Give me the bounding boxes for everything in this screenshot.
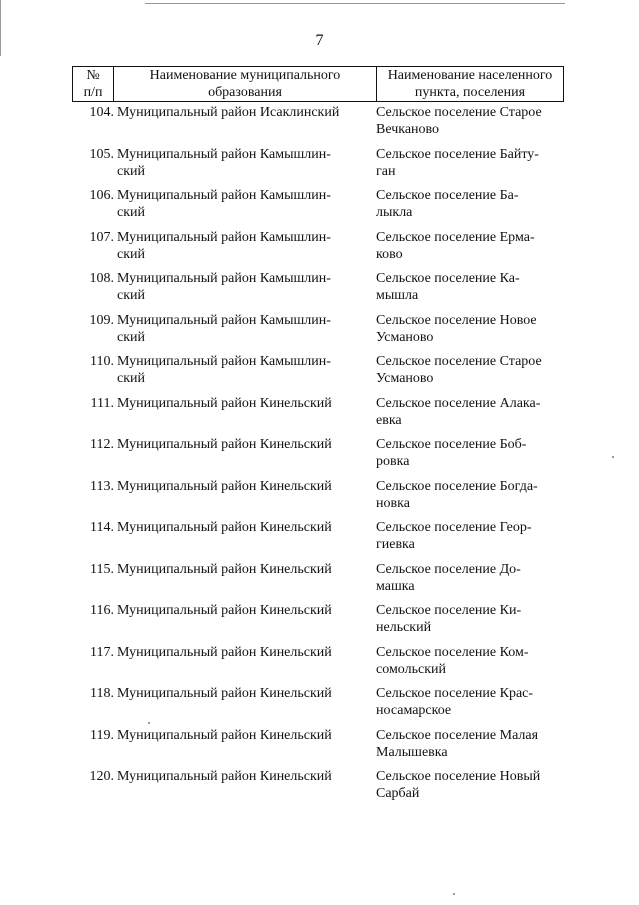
settlement-line1: Сельское поселение Геор- <box>376 520 532 535</box>
settlement-line1: Сельское поселение Старое <box>376 105 542 120</box>
table-row <box>72 561 564 603</box>
header-settlement-cell <box>377 67 563 101</box>
settlement-cell <box>376 727 566 761</box>
settlement-cell <box>376 685 566 719</box>
header-municipality-line1: Наименование муниципального <box>149 68 341 83</box>
table-row <box>72 146 564 188</box>
municipality-cell <box>117 353 367 387</box>
table-row <box>72 270 564 312</box>
municipality-line2: ский <box>117 288 145 303</box>
table-row <box>72 768 564 810</box>
settlement-line2: нельский <box>376 620 432 635</box>
scan-top-rule <box>145 3 565 4</box>
municipality-line2: ский <box>117 371 145 386</box>
municipality-line2: ский <box>117 246 145 262</box>
settlement-cell <box>376 353 566 387</box>
row-number: 113. <box>90 478 114 494</box>
settlement-line2: ган <box>376 163 396 179</box>
municipality-cell <box>117 768 367 785</box>
settlement-cell <box>376 229 566 263</box>
municipality-line1: Муниципальный район Камышлин- <box>117 146 331 162</box>
municipality-cell <box>117 685 367 702</box>
municipality-cell <box>117 478 367 495</box>
row-number: 110. <box>90 354 114 369</box>
settlement-line2: ково <box>376 246 403 262</box>
row-number: 116. <box>90 603 114 618</box>
settlement-cell <box>376 602 566 636</box>
table-row <box>72 395 564 437</box>
settlement-line2: лыкла <box>376 205 413 220</box>
settlement-cell <box>376 644 566 678</box>
municipality-line2: ский <box>117 329 145 345</box>
settlement-line1: Сельское поселение Богда- <box>376 478 538 494</box>
settlement-cell <box>376 436 566 470</box>
table-row <box>72 312 564 354</box>
table-row <box>72 727 564 769</box>
table-row <box>72 685 564 727</box>
table-row <box>72 478 564 520</box>
table-row <box>72 353 564 395</box>
settlement-line1: Сельское поселение Байту- <box>376 146 539 162</box>
municipality-line1: Муниципальный район Камышлин- <box>117 354 331 369</box>
row-number: 104. <box>89 105 114 120</box>
municipality-line1: Муниципальный район Кинельский <box>117 561 332 577</box>
table-header <box>72 66 564 102</box>
header-municipality-cell <box>114 67 377 101</box>
municipality-line1: Муниципальный район Камышлин- <box>117 312 331 328</box>
settlement-line1: Сельское поселение Ки- <box>376 603 522 618</box>
settlement-cell <box>376 395 566 429</box>
page-number: 7 <box>315 32 324 49</box>
municipality-cell <box>117 270 367 304</box>
settlement-line2: носамарское <box>376 703 452 718</box>
settlement-line1: Сельское поселение Новый <box>376 769 541 784</box>
municipality-cell <box>117 146 367 180</box>
row-number: 107. <box>89 229 114 245</box>
scan-speck <box>612 456 614 458</box>
row-number: 120. <box>89 769 114 784</box>
settlement-cell <box>376 270 566 304</box>
settlement-line2: гиевка <box>376 537 415 552</box>
settlement-line1: Сельское поселение Ерма- <box>376 229 535 245</box>
municipality-cell <box>117 312 367 346</box>
header-number-cell <box>73 67 114 101</box>
municipality-line1: Муниципальный район Кинельский <box>117 478 332 494</box>
municipality-cell <box>117 602 367 619</box>
settlement-line2: Усманово <box>376 329 434 345</box>
settlement-line2: машка <box>376 578 415 594</box>
settlement-cell <box>376 104 566 138</box>
municipality-cell <box>117 644 367 661</box>
settlement-line2: Вечканово <box>376 122 440 137</box>
municipality-line1: Муниципальный район Кинельский <box>117 769 332 784</box>
municipality-line1: Муниципальный район Камышлин- <box>117 188 331 203</box>
settlement-line2: мышла <box>376 288 419 303</box>
row-number: 111. <box>90 395 114 411</box>
settlement-line1: Сельское поселение Крас- <box>376 686 534 701</box>
row-number: 114. <box>90 520 114 535</box>
settlement-cell <box>376 187 566 221</box>
settlement-line1: Сельское поселение До- <box>376 561 521 577</box>
row-number: 108. <box>89 271 114 286</box>
settlement-cell <box>376 478 566 512</box>
settlement-line1: Сельское поселение Ком- <box>376 644 529 660</box>
row-number: 105. <box>89 146 114 162</box>
settlement-line1: Сельское поселение Новое <box>376 312 537 328</box>
municipality-line2: ский <box>117 163 145 179</box>
settlement-line2: ровка <box>376 454 410 469</box>
settlement-line1: Сельское поселение Малая <box>376 727 539 743</box>
settlement-line1: Сельское поселение Алака- <box>376 395 541 411</box>
settlement-line1: Сельское поселение Ба- <box>376 188 519 203</box>
scan-speck <box>148 722 150 724</box>
row-number: 115. <box>90 561 114 577</box>
settlement-line2: евка <box>376 412 402 428</box>
row-number: 112. <box>90 437 114 452</box>
table-row <box>72 644 564 686</box>
table-body <box>72 104 564 810</box>
settlement-cell <box>376 312 566 346</box>
municipality-line1: Муниципальный район Кинельский <box>117 395 332 411</box>
municipality-line2: ский <box>117 205 145 220</box>
municipality-line1: Муниципальный район Кинельский <box>117 437 332 452</box>
settlement-cell <box>376 561 566 595</box>
settlement-line2: сомольский <box>376 661 446 677</box>
settlement-cell <box>376 146 566 180</box>
settlement-line2: Сарбай <box>376 786 420 801</box>
municipality-cell <box>117 187 367 221</box>
settlement-cell <box>376 519 566 553</box>
municipality-line1: Муниципальный район Кинельский <box>117 603 332 618</box>
table-row <box>72 602 564 644</box>
table-row <box>72 229 564 271</box>
settlement-line1: Сельское поселение Боб- <box>376 437 527 452</box>
municipality-cell <box>117 561 367 578</box>
settlement-cell <box>376 768 566 802</box>
settlement-line2: Усманово <box>376 371 434 386</box>
table-row <box>72 104 564 146</box>
table-row <box>72 436 564 478</box>
settlement-line1: Сельское поселение Старое <box>376 354 542 369</box>
settlement-line1: Сельское поселение Ка- <box>376 271 520 286</box>
municipality-line1: Муниципальный район Исаклинский <box>117 105 340 120</box>
header-number-line2: п/п <box>83 85 103 100</box>
municipality-cell <box>117 727 367 744</box>
row-number: 106. <box>89 188 114 203</box>
row-number: 119. <box>90 727 114 743</box>
municipality-line1: Муниципальный район Кинельский <box>117 686 332 701</box>
header-settlement-line1: Наименование населенного <box>387 68 553 83</box>
settlement-line2: новка <box>376 495 410 511</box>
municipality-line1: Муниципальный район Камышлин- <box>117 229 331 245</box>
municipality-line1: Муниципальный район Камышлин- <box>117 271 331 286</box>
settlement-line2: Малышевка <box>376 744 448 760</box>
scan-speck <box>453 893 455 895</box>
municipality-cell <box>117 436 367 453</box>
table-row <box>72 187 564 229</box>
header-municipality-line2: образования <box>208 85 282 100</box>
municipality-cell <box>117 229 367 263</box>
municipality-line1: Муниципальный район Кинельский <box>117 727 332 743</box>
municipality-line1: Муниципальный район Кинельский <box>117 644 332 660</box>
row-number: 118. <box>90 686 114 701</box>
header-settlement-line2: пункта, поселения <box>414 85 526 100</box>
municipality-cell <box>117 395 367 412</box>
municipality-cell <box>117 519 367 536</box>
municipality-cell <box>117 104 367 121</box>
row-number: 109. <box>89 312 114 328</box>
row-number: 117. <box>90 644 114 660</box>
municipality-line1: Муниципальный район Кинельский <box>117 520 332 535</box>
header-number-line1: № <box>86 68 100 83</box>
table-row <box>72 519 564 561</box>
